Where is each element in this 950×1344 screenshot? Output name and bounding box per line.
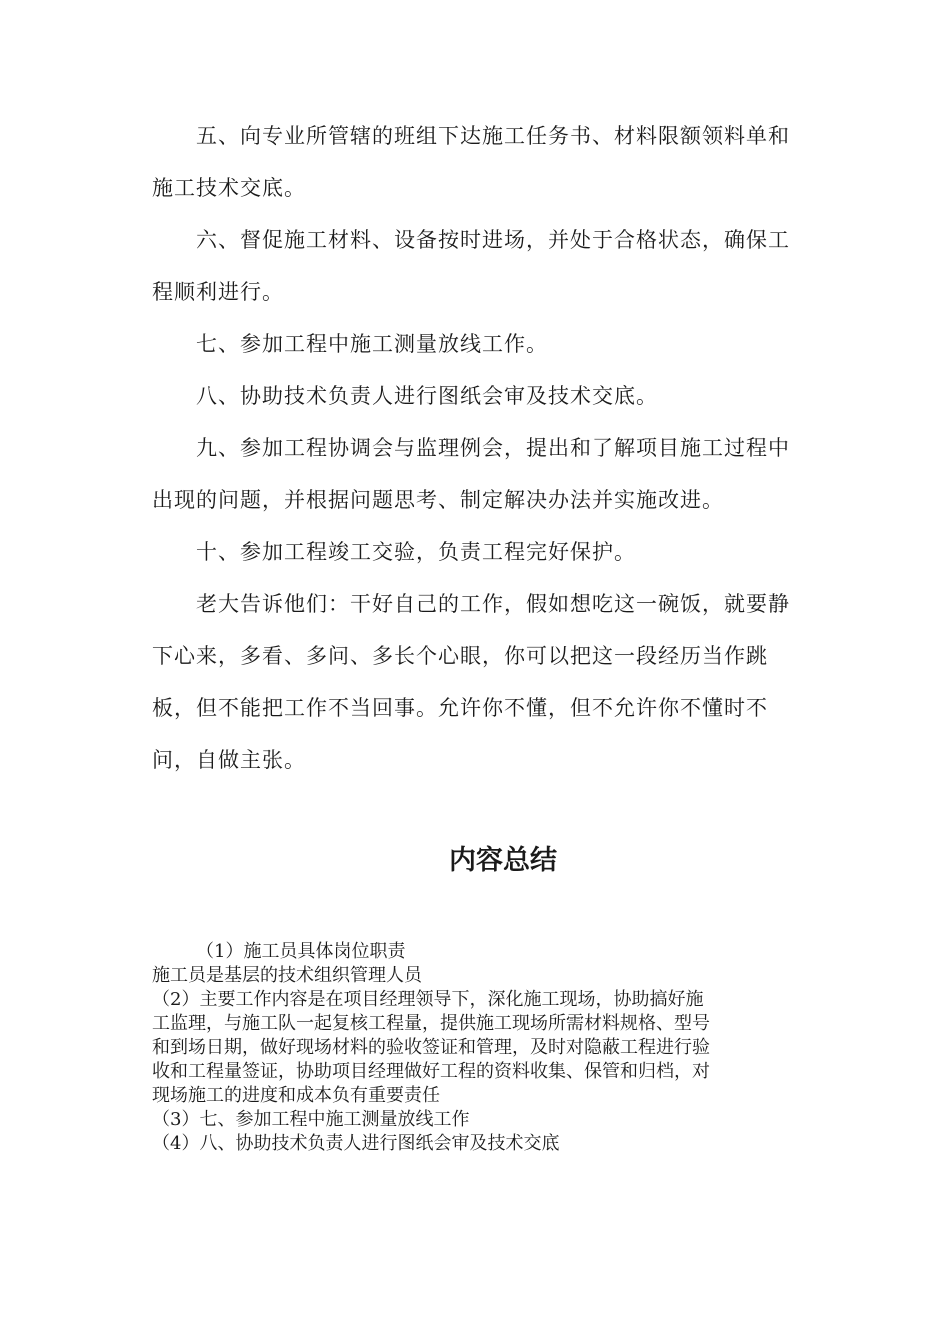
summary-line: 收和工程量签证，协助项目经理做好工程的资料收集、保管和归档，对 (152, 1061, 710, 1082)
paragraph-line: 六、督促施工材料、设备按时进场，并处于合格状态，确保工 (196, 228, 790, 252)
paragraph-line: 八、协助技术负责人进行图纸会审及技术交底。 (196, 384, 658, 408)
summary-title: 内容总结 (449, 845, 557, 876)
paragraph-line: 九、参加工程协调会与监理例会，提出和了解项目施工过程中 (196, 436, 790, 460)
paragraph-5 (152, 110, 802, 214)
paragraph-line: 板，但不能把工作不当回事。允许你不懂，但不允许你不懂时不 (152, 696, 768, 720)
summary-line: （3）七、参加工程中施工测量放线工作 (152, 1109, 470, 1130)
summary-line: 工监理，与施工队一起复核工程量，提供施工现场所需材料规格、型号 (152, 1013, 710, 1034)
paragraph-advice (152, 578, 802, 786)
summary-line: （1）施工员具体岗位职责 (196, 941, 406, 962)
paragraph-line: 程顺利进行。 (152, 280, 284, 304)
paragraph-9 (152, 422, 802, 526)
summary-line: 现场施工的进度和成本负有重要责任 (152, 1085, 440, 1106)
paragraph-line: 七、参加工程中施工测量放线工作。 (196, 332, 548, 356)
paragraph-7 (152, 318, 802, 370)
paragraph-6 (152, 214, 802, 318)
summary-line: 施工员是基层的技术组织管理人员 (152, 965, 422, 986)
summary-line: （2）主要工作内容是在项目经理领导下，深化施工现场，协助搞好施 (152, 989, 704, 1010)
paragraph-line: 出现的问题，并根据问题思考、制定解决办法并实施改进。 (152, 488, 724, 512)
paragraph-line: 施工技术交底。 (152, 176, 306, 200)
paragraph-line: 老大告诉他们：干好自己的工作，假如想吃这一碗饭，就要静 (196, 592, 790, 616)
paragraph-line: 五、向专业所管辖的班组下达施工任务书、材料限额领料单和 (196, 124, 790, 148)
paragraph-line: 问，自做主张。 (152, 748, 306, 772)
paragraph-line: 下心来，多看、多问、多长个心眼，你可以把这一段经历当作跳 (152, 644, 768, 668)
paragraph-10 (152, 526, 802, 578)
summary-block (152, 940, 812, 1156)
paragraph-line: 十、参加工程竣工交验，负责工程完好保护。 (196, 540, 636, 564)
summary-line: 和到场日期，做好现场材料的验收签证和管理，及时对隐蔽工程进行验 (152, 1037, 710, 1058)
paragraph-8 (152, 370, 802, 422)
summary-line: （4）八、协助技术负责人进行图纸会审及技术交底 (152, 1133, 560, 1154)
